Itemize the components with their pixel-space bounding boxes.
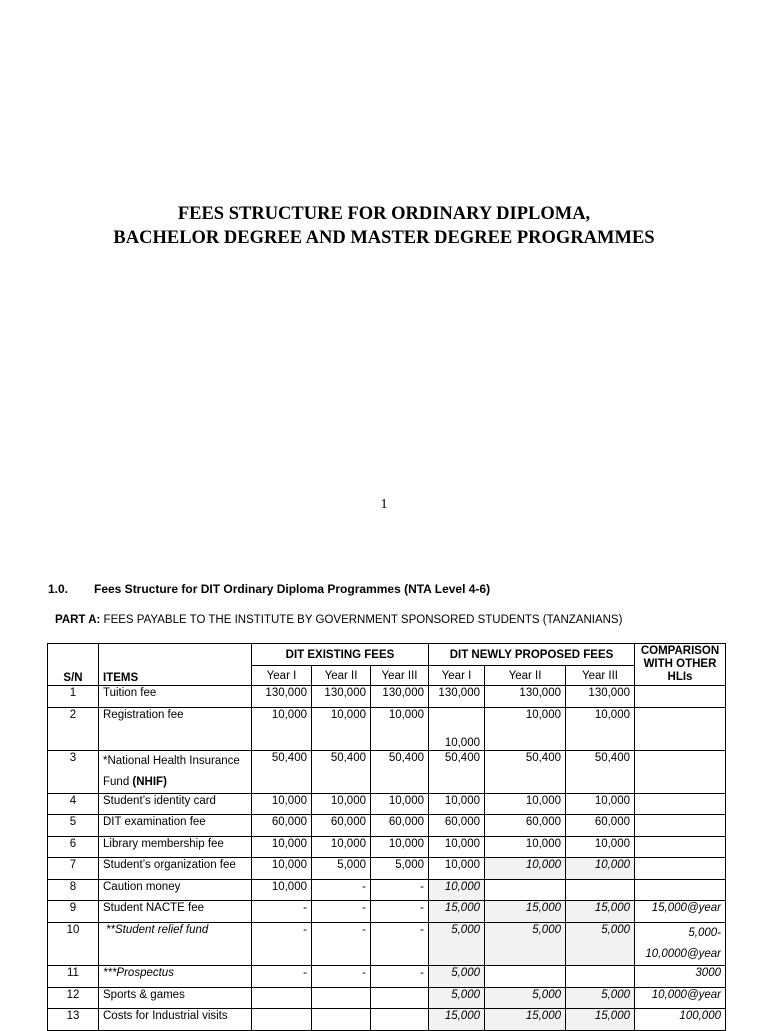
row-item: Costs for Industrial visits xyxy=(99,1009,252,1031)
existing-year1: 10,000 xyxy=(252,794,312,815)
existing-year1: 10,000 xyxy=(252,708,312,751)
table-row xyxy=(48,837,726,858)
comparison xyxy=(635,858,726,880)
row-sn: 8 xyxy=(48,880,99,901)
existing-year1: 10,000 xyxy=(252,880,312,901)
existing-year1: - xyxy=(252,923,312,966)
existing-year2: 10,000 xyxy=(312,794,371,815)
row-sn: 9 xyxy=(48,901,99,923)
row-sn: 13 xyxy=(48,1009,99,1031)
row-item: Student’s organization fee xyxy=(99,858,252,880)
header-items: ITEMS xyxy=(99,644,252,686)
comparison xyxy=(635,708,726,751)
proposed-year3: 15,000 xyxy=(566,1009,635,1031)
proposed-year1: 15,000 xyxy=(429,1009,485,1031)
existing-year2: 10,000 xyxy=(312,708,371,751)
proposed-year1: 5,000 xyxy=(429,966,485,988)
existing-year2: 60,000 xyxy=(312,815,371,837)
row-item: ***Prospectus xyxy=(99,966,252,988)
existing-year1: 50,400 xyxy=(252,751,312,794)
proposed-year1: 10,000 xyxy=(429,794,485,815)
part-a-label xyxy=(55,614,622,626)
table-row xyxy=(48,794,726,815)
existing-year2: - xyxy=(312,966,371,988)
comparison xyxy=(635,880,726,901)
row-sn: 7 xyxy=(48,858,99,880)
proposed-year3: 60,000 xyxy=(566,815,635,837)
proposed-year1: 60,000 xyxy=(429,815,485,837)
proposed-year3: 10,000 xyxy=(566,858,635,880)
proposed-year3: 5,000 xyxy=(566,923,635,966)
section-heading xyxy=(48,582,490,596)
proposed-year3: 15,000 xyxy=(566,901,635,923)
proposed-year2: 130,000 xyxy=(485,686,566,708)
comparison xyxy=(635,686,726,708)
part-label: PART A: xyxy=(55,614,101,626)
existing-year1: - xyxy=(252,901,312,923)
existing-year2: 5,000 xyxy=(312,858,371,880)
row-sn: 1 xyxy=(48,686,99,708)
comparison xyxy=(635,837,726,858)
table-row xyxy=(48,988,726,1009)
item-bold: (NHIF) xyxy=(132,776,167,788)
header-existing-fees: DIT EXISTING FEES xyxy=(252,644,429,666)
proposed-year1: 5,000 xyxy=(429,923,485,966)
existing-year2: - xyxy=(312,923,371,966)
row-item: Caution money xyxy=(99,880,252,901)
row-sn: 11 xyxy=(48,966,99,988)
comparison xyxy=(635,751,726,794)
comparison xyxy=(635,815,726,837)
existing-year3: 5,000 xyxy=(371,858,429,880)
title-line-1: FEES STRUCTURE FOR ORDINARY DIPLOMA, xyxy=(177,204,591,224)
existing-year3: 10,000 xyxy=(371,794,429,815)
row-item xyxy=(99,751,252,794)
proposed-year1: 10,000 xyxy=(429,708,485,751)
proposed-year2: 10,000 xyxy=(485,837,566,858)
existing-year1 xyxy=(252,988,312,1009)
row-sn: 3 xyxy=(48,751,99,794)
row-item: Student’s identity card xyxy=(99,794,252,815)
existing-year1: 130,000 xyxy=(252,686,312,708)
table-row xyxy=(48,751,726,794)
header-proposed-year3: Year III xyxy=(566,666,635,686)
row-sn: 5 xyxy=(48,815,99,837)
proposed-year3 xyxy=(566,966,635,988)
item-line-1: *National Health Insurance xyxy=(103,755,240,767)
existing-year2: 130,000 xyxy=(312,686,371,708)
existing-year3: 130,000 xyxy=(371,686,429,708)
header-sn: S/N xyxy=(48,644,99,686)
header-comparison: COMPARISON WITH OTHER HLIs xyxy=(635,644,726,686)
table-row xyxy=(48,966,726,988)
table-row xyxy=(48,880,726,901)
existing-year1: - xyxy=(252,966,312,988)
existing-year3: - xyxy=(371,901,429,923)
proposed-year2: 15,000 xyxy=(485,901,566,923)
comparison xyxy=(635,794,726,815)
existing-year2: - xyxy=(312,880,371,901)
existing-year2: 10,000 xyxy=(312,837,371,858)
existing-year3: 50,400 xyxy=(371,751,429,794)
existing-year3: 10,000 xyxy=(371,837,429,858)
row-sn: 6 xyxy=(48,837,99,858)
row-item: Tuition fee xyxy=(99,686,252,708)
proposed-year2: 5,000 xyxy=(485,988,566,1009)
existing-year2: - xyxy=(312,901,371,923)
row-item xyxy=(99,923,252,966)
proposed-year1: 130,000 xyxy=(429,686,485,708)
table-row xyxy=(48,708,726,751)
existing-year3: - xyxy=(371,880,429,901)
existing-year1: 10,000 xyxy=(252,837,312,858)
part-text: FEES PAYABLE TO THE INSTITUTE BY GOVERNMENT SPONSORED STUDENTS (TANZANIANS) xyxy=(100,614,623,626)
row-sn: 2 xyxy=(48,708,99,751)
proposed-year2: 10,000 xyxy=(485,794,566,815)
section-title: Fees Structure for DIT Ordinary Diploma Programmes (NTA Level 4-6) xyxy=(94,582,491,596)
proposed-year3: 10,000 xyxy=(566,794,635,815)
existing-year3 xyxy=(371,1009,429,1031)
section-number: 1.0. xyxy=(48,582,69,596)
proposed-year1: 50,400 xyxy=(429,751,485,794)
proposed-year3: 10,000 xyxy=(566,708,635,751)
comparison: 15,000@year xyxy=(635,901,726,923)
proposed-year2: 50,400 xyxy=(485,751,566,794)
table-row xyxy=(48,686,726,708)
proposed-year3: 10,000 xyxy=(566,837,635,858)
row-item: Library membership fee xyxy=(99,837,252,858)
table-row xyxy=(48,901,726,923)
row-item: Sports & games xyxy=(99,988,252,1009)
proposed-year1: 10,000 xyxy=(429,858,485,880)
proposed-year2 xyxy=(485,966,566,988)
comparison: 3000 xyxy=(635,966,726,988)
proposed-year2 xyxy=(485,880,566,901)
row-sn: 12 xyxy=(48,988,99,1009)
item-text: **Student relief fund xyxy=(106,924,209,936)
table-row xyxy=(48,815,726,837)
comparison xyxy=(635,923,726,966)
header-proposed-fees: DIT NEWLY PROPOSED FEES xyxy=(429,644,635,666)
proposed-year3 xyxy=(566,880,635,901)
header-existing-year1: Year I xyxy=(252,666,312,686)
existing-year1: 60,000 xyxy=(252,815,312,837)
proposed-year2: 10,000 xyxy=(485,858,566,880)
header-existing-year2: Year II xyxy=(312,666,371,686)
proposed-year1: 10,000 xyxy=(429,880,485,901)
header-existing-year3: Year III xyxy=(371,666,429,686)
existing-year3: 60,000 xyxy=(371,815,429,837)
header-proposed-year2: Year II xyxy=(485,666,566,686)
proposed-year2: 60,000 xyxy=(485,815,566,837)
row-item: DIT examination fee xyxy=(99,815,252,837)
row-sn: 10 xyxy=(48,923,99,966)
existing-year1 xyxy=(252,1009,312,1031)
page-number: 1 xyxy=(380,497,388,512)
row-item: Registration fee xyxy=(99,708,252,751)
existing-year3: - xyxy=(371,923,429,966)
item-line-2: Fund xyxy=(103,776,133,788)
table-row xyxy=(48,858,726,880)
proposed-year2: 5,000 xyxy=(485,923,566,966)
proposed-year1: 15,000 xyxy=(429,901,485,923)
proposed-year3: 50,400 xyxy=(566,751,635,794)
comparison-line-1: 5,000- xyxy=(688,927,721,939)
title-line-2: BACHELOR DEGREE AND MASTER DEGREE PROGRAMMES xyxy=(113,228,655,248)
row-item: Student NACTE fee xyxy=(99,901,252,923)
existing-year3 xyxy=(371,988,429,1009)
proposed-year3: 130,000 xyxy=(566,686,635,708)
fees-table xyxy=(47,643,726,1031)
row-sn: 4 xyxy=(48,794,99,815)
comparison: 10,000@year xyxy=(635,988,726,1009)
proposed-year2: 15,000 xyxy=(485,1009,566,1031)
existing-year3: - xyxy=(371,966,429,988)
proposed-year1: 10,000 xyxy=(429,837,485,858)
comparison: 100,000 xyxy=(635,1009,726,1031)
comparison-line-2: 10,0000@year xyxy=(645,948,721,960)
existing-year1: 10,000 xyxy=(252,858,312,880)
proposed-year3: 5,000 xyxy=(566,988,635,1009)
existing-year2 xyxy=(312,1009,371,1031)
proposed-year2: 10,000 xyxy=(485,708,566,751)
proposed-year1: 5,000 xyxy=(429,988,485,1009)
existing-year3: 10,000 xyxy=(371,708,429,751)
table-row xyxy=(48,923,726,966)
existing-year2 xyxy=(312,988,371,1009)
table-row xyxy=(48,1009,726,1031)
header-proposed-year1: Year I xyxy=(429,666,485,686)
existing-year2: 50,400 xyxy=(312,751,371,794)
